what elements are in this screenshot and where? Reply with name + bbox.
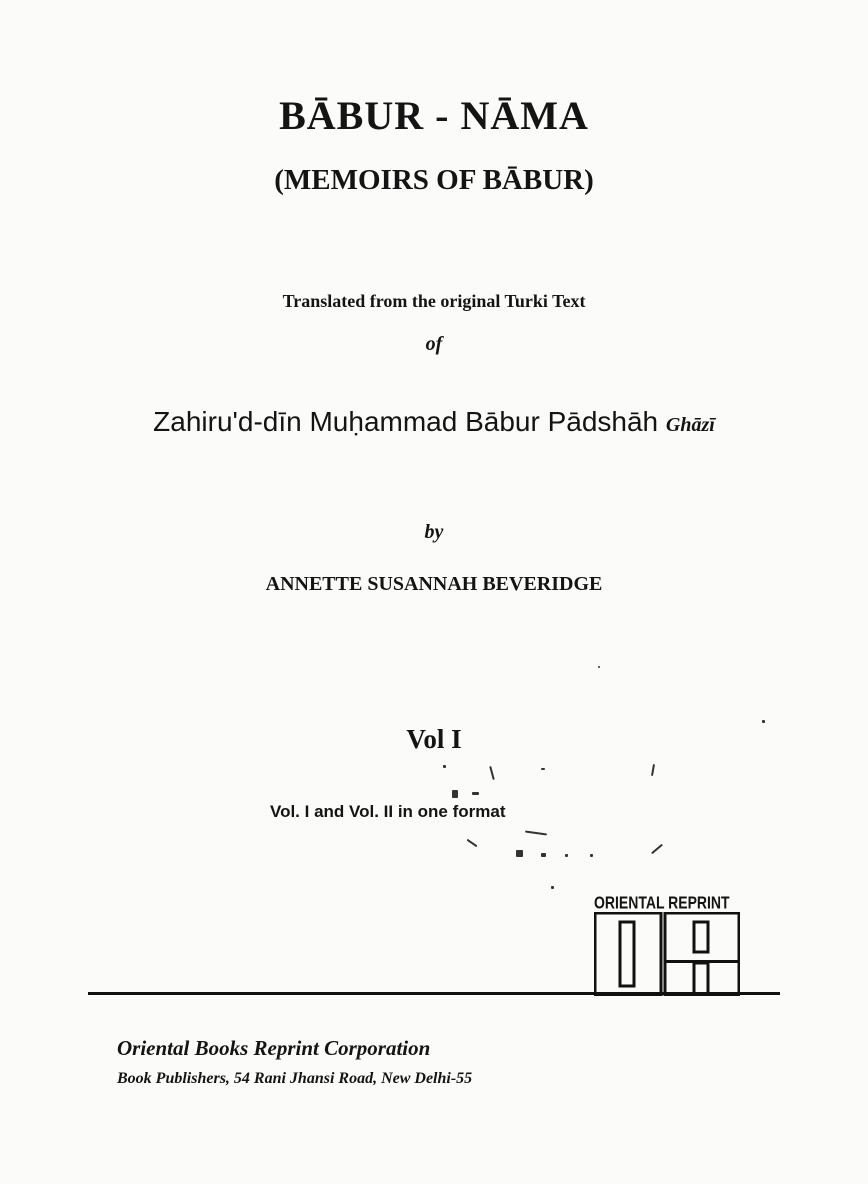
- book-title: BĀBUR - NĀMA: [279, 93, 589, 138]
- publisher-address: Book Publishers, 54 Rani Jhansi Road, New Delhi-55: [117, 1070, 473, 1087]
- logo-label: ORIENTAL REPRINT: [594, 892, 730, 912]
- author-epithet: Ghāzī: [665, 414, 715, 436]
- translator-name: ANNETTE SUSANNAH BEVERIDGE: [265, 573, 603, 595]
- book-subtitle: (MEMOIRS OF BĀBUR): [274, 164, 594, 196]
- volume-label: Vol I: [406, 724, 462, 754]
- oriental-reprint-logo-icon: [594, 912, 740, 996]
- by-text: by: [424, 521, 444, 543]
- author-name: Zahiru'd-dīn Muḥammad Bābur Pādshāh: [153, 406, 659, 437]
- of-text: of: [425, 333, 443, 355]
- volume-note: Vol. I and Vol. II in one format: [270, 802, 506, 821]
- author-name-line: [0, 406, 868, 438]
- publisher-name: Oriental Books Reprint Corporation: [117, 1036, 431, 1060]
- horizontal-rule: [88, 992, 780, 995]
- translated-line: Translated from the original Turki Text: [282, 291, 586, 311]
